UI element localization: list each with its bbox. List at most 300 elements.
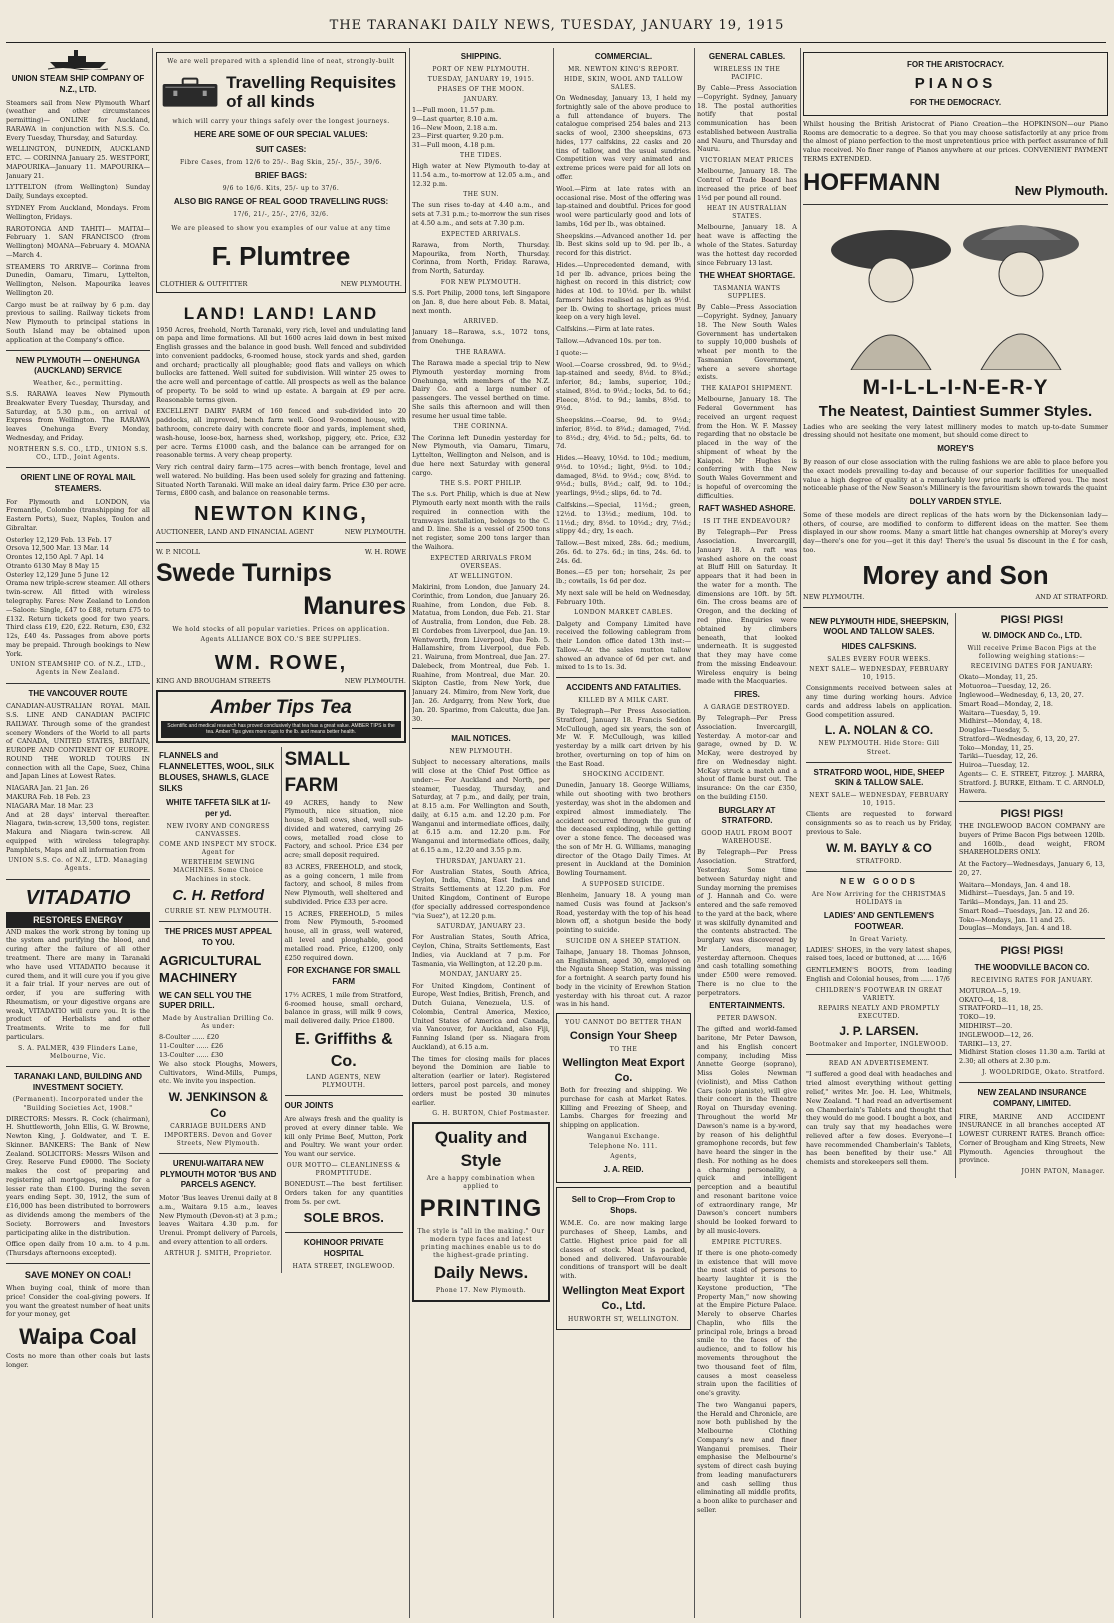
wmec-name: Wellington Meat Export Co., Ltd. [562,1284,685,1312]
amber-tips-note: Scientific and medical research has proved conclusively that tea has a great value. AMBER TIPS is the tea. Amber Tips gives more cups to the lb. and means better health. [161,721,401,739]
repairs: REPAIRS NEATLY AND PROMPTLY EXECUTED. [818,1004,940,1021]
suitcase-icon [160,68,220,116]
agri-title: AGRICULTURAL MACHINERY [159,952,262,986]
divider [806,762,952,763]
overseas-title: EXPECTED ARRIVALS FROM OVERSEAS. [430,554,532,570]
lower-ads [156,747,406,1272]
orient-body: For Plymouth and LONDON, via Fremantle, Colombo (transhipping for all Eastern Ports), Suez, Naples, Toulon and Gibraltar. [6,497,150,532]
sell-crop: Sell to Crop—From Crop to Shops. [571,1194,676,1215]
dimock-name: W. DIMOCK AND Co., LTD. [982,631,1082,641]
fires-title: FIRES. [734,690,760,700]
next-sale-stratford: NEXT SALE— WEDNESDAY, FEBRUARY 10, 1915. [809,792,949,808]
inglewood-factory: At the Factory—Wednesdays, January 6, 13, 20, 27. [959,860,1105,877]
vitadatio-logo: VITADATIO [25,886,131,909]
rowe-name: W. H. ROWE [364,547,406,556]
wmec-consign-ad [556,1013,691,1183]
larsen-name: J. P. LARSEN. [839,1024,919,1039]
agents-label: Agents, [610,1152,637,1160]
milk-cart-title: KILLED BY A MILK CART. [578,696,669,704]
exchange-title: FOR EXCHANGE FOR SMALL FARM [287,966,401,987]
market-body: Dalgety and Company Limited have received the following cablegram from their London office dated 13th inst:— Tallow.—At the sales mutton tallow showed an advance of 6d per cwt. and mixed to 1s to 1s. 3d. [556,619,691,672]
orient-agents: UNION STEAMSHIP CO. of N.Z., LTD., Agents in New Zealand. [10,661,146,677]
quotes-label: I quote:— [556,348,589,357]
woodville-row: STRATFORD—11, 18, 25. [959,1004,1043,1013]
nicoll-name: W. P. NICOLL [156,547,201,556]
union-body: Steamers sail from New Plymouth Wharf (weather and other circumstances permitting)— ONLINE for Auckland, RARAWA in conjunction with N.S.S. Co. Every Tuesday, Thursday, and Saturday. [6,98,150,142]
overseas-body: Makirini, from London, due January 24. Corinthic, from London, due January 26. Ruahine, from London, due Feb. 8. Matatua, from London, due Feb. 21. Star of Australia, from London, due Feb. 28. El Cordobes from Liverpool, due Jan. 19. Wentworth, from Liverpool, due Feb. 5. Hallamshire, from Liverpool, due Feb. 21. Wairuna, from Montreal, due Jan. 27. Dalebeck, from Montreal, due Feb. 1. Ruahine, from Montreal, due Mar. 20. Skipton Castle, from New York, due January 24. Mimiro, from New York, due Jan. 26. Ardgarry, from New York, due Jan. 20. Sparimo, from Calcutta, due Jan. 30. [412,583,550,723]
moon-row: 23—First quarter, 9.20 p.m. [412,132,504,141]
woodville-row: MIDHIRST—20. [959,1022,1013,1030]
union-title: UNION STEAM SHIP COMPANY OF N.Z., LTD. [11,74,145,94]
sheep-station-title: SUICIDE ON A SHEEP STATION. [565,937,682,945]
suicide-title: A SUPPOSED SUICIDE. [582,880,665,888]
wooldridge: J. WOOLDRIDGE, Okato. Stratford. [982,1068,1105,1076]
column-shipping-news [412,48,550,1618]
orient-row: Otranto 6130 May 8 May 15 [6,561,100,570]
morey-left: NEW PLYMOUTH. [803,592,865,601]
great-variety: In Great Variety. [849,935,909,943]
kaiapoi-title: THE KAIAPOI SHIPMENT. [701,385,793,393]
agri-row: 13-Coulter ...... £30 [159,1051,224,1059]
nz-insurance: NEW ZEALAND INSURANCE COMPANY, LIMITED. [977,1087,1087,1108]
woodville-name: THE WOODVILLE BACON CO. [974,963,1090,973]
haul-title: GOOD HAUL FROM BOOT WAREHOUSE. [701,830,793,846]
pianos-title: PIANOS [914,74,997,92]
inglewood-row: Waitara—Mondays, Jan. 4 and 18. [959,880,1071,889]
column-divider [152,48,153,1618]
coal-title: SAVE MONEY ON COAL! [24,1269,132,1280]
hides-calfskins: HIDES CALFSKINS. [841,642,917,652]
burglary-body: By Telegraph—Per Press Association. Stratford, Yesterday. Some time between Saturday night and Sunday morning the premises of J. Hannah and Co. were entered and the safe removed to the yard at the back, where it was skilfully dynamited and the contents abstracted. The burglary was discovered by Mr Landers, manager, yesterday afternoon. Cheques and cash totalling something under £500 were removed. There is no clue to the perpetrators. [697,848,797,997]
sheep-station-body: Taihape, January 18. Thomas Johnson, an Englishman, aged 30, employed on the Ngauta Sheep Station, was missing for a fortnight. A search party found his body in the vicinity of Erewhon Station yesterday with his throat cut. A razor was in his hand. [556,947,691,1009]
divider [806,871,952,872]
sole-bros: SOLE BROS. [303,1210,384,1226]
wireless-body: By Cable—Press Association—Copyright. Sydney, January 18. The postal authorities notify that postal communication has been established between Australia and Nauru, and Thursday and Nauru. [697,83,797,154]
shipping-title: SHIPPING. [460,52,502,61]
wanganui-exchange: Wanganui Exchange. [587,1132,660,1140]
union-lyttelton: LYTTELTON (from Wellington) Sunday Daily, Sundays excepted. [6,183,150,201]
hospital-title: KOHINOOR PRIVATE HOSPITAL [303,1237,384,1258]
plumtree-ad [156,52,406,293]
dimock-row: Midhirst—Monday, 4, 18. [959,717,1043,726]
column-divider [553,48,554,1618]
dolly-body: Some of these models are direct replicas of the hats worn by the Dickensonian lady—others, of course, are modified to conform to different ideas on the matter. See them displayed in our show rooms. Many a smart little hat changes ownership at Morey's every day—there's one for you—get it this day! There's the usual 5s discount in the £ for cash, too. [803,510,1108,554]
kaiapoi-body: Melbourne, January 18. The Federal Government has received an urgent request from the Hon. W. F. Massey regarding that no obstacle be placed in the way of the shipment of wheat by the Kaiapoi. Mr Hughes is conferring with the New South Wales Government and is hopeful of overcoming the difficulties. [697,395,797,500]
travel-pleased: We are pleased to show you examples of our value at any time [171,224,391,232]
joints-body: Are always fresh and the quality is proved at every dinner table. We kill only Prime Beef, Mutton, Pork and Poultry. We want your order. You want our service. [284,1115,403,1159]
morey-and-son: Morey and Son [862,559,1049,590]
travelling-rugs: ALSO BIG RANGE OF REAL GOOD TRAVELLING RUGS: [173,196,389,206]
millinery-body: Ladies who are seeking the very latest millinery modes to match up-to-date Summer dressing should not hesitate one moment, but should come direct to [803,422,1108,440]
onehunga-agents: NORTHERN S.S. CO., LTD., UNION S.S. CO., LTD., Joint Agents. [8,445,148,461]
bayly-name: W. M. BAYLY & CO [826,840,932,855]
quality-style: Quality and Style [434,1128,528,1171]
midhirst-close: Midhirst Station closes 11.30 a.m. Tariki at 2.30; all others at 2.30 p.m. [959,1048,1105,1066]
empire-title: EMPIRE PICTURES. [711,1238,783,1246]
ladies-hats-illustration [811,210,1101,370]
urenui-title: URENUI-WAITARA NEW PLYMOUTH MOTOR 'BUS AND PARCELS AGENCY. [160,1158,277,1190]
for-np-title: FOR NEW PLYMOUTH. [440,278,522,286]
union-sydney: SYDNEY From Auckland, Mondays. From Wellington, Fridays. [6,204,150,221]
retford-name: C. H. Retford [172,886,265,904]
read-ad-title: READ AN ADVERTISEMENT. [828,1060,930,1068]
entertainments-title: ENTERTAINMENTS. [709,1001,785,1011]
consign-to: TO THE [609,1046,638,1054]
prices-must: THE PRICES MUST APPEAL TO YOU. [164,927,272,947]
nk-body: On Wednesday, January 13, I held my fortnightly sale of the above produce to a full attendance of buyers. The catalogue comprised 254 bales and 213 sacks of wool, 2300 sheepskins, 673 hides, 177 calfskins, 22 casks and 20 tins of tallow, and the usual sundries. Competition was very animated and extreme prices were paid for all lots on offer. [556,94,691,181]
onehunga-title: NEW PLYMOUTH — ONEHUNGA (AUCKLAND) SERVICE [15,355,141,376]
inglewood-row: Tariki—Mondays, Jan. 11 and 25. [959,898,1069,907]
mail-body: Subject to necessary alterations, mails will close at the Chief Post Office as under:— For Auckland and North, per steamer, Tuesday, Thursday, and Saturday, at 7 p.m., and daily, per train, at 8.15 a.m. For Wellington and South, daily, at 6.15 a.m. and 12.20 p.m. For Wanganui and intermediate offices, daily, at 6.15 a.m. and 12.20 p.m. For Wanganui and intermediate offices, daily, at 6.15 a.m., 12.20 and 3.55 p.m. [412,758,550,854]
swede-agents: Agents ALLIANCE BOX CO.'S BEE SUPPLIES. [200,636,362,644]
orient-row: Osterley 12,129 June 5 June 12 [6,570,109,579]
land-title: LAND! LAND! LAND [183,303,379,323]
clients-note: Clients are requested to forward consignments so as to reach us by Friday, previous to Sale. [806,810,952,836]
woodville-row: TARIKI—13, 27. [959,1039,1012,1048]
mail-title: MAIL NOTICES. [451,734,511,744]
gents-boots: GENTLEMEN'S BOOTS, from leading English and Colonial houses, from ...... 17/6 [806,966,952,983]
agri-row: 8-Coulter ...... £20 [159,1033,219,1042]
nz-insurance-body: FIRE, MARINE AND ACCIDENT INSURANCE in all branches accepted AT LOWEST CURRENT RATES. Branch office: Corner of Brougham and King Streets, New Plymouth. Agencies throughout the province. [959,1112,1105,1165]
agri-sub: WE CAN SELL YOU THE SUPER DRILL. [159,990,252,1011]
tasmania-title: TASMANIA WANTS SUPPLIES. [713,285,781,301]
consign-cannot: YOU CANNOT DO BETTER THAN [565,1019,682,1027]
dimock-row: Tariki—Tuesday, 12, 26. [959,752,1038,761]
daily-news: Daily News. [433,1263,529,1283]
heat-body: Melbourne, January 18. A heat wave is affecting the whole of the States. Saturday was the hottest day recorded since February 13 last. [697,223,797,267]
rowe-town: NEW PLYMOUTH. [344,677,406,686]
pigs-heading: PIGS! PIGS! [1000,613,1064,626]
arrived-body: January 18—Rarawa, s.s., 1072 tons, from Onehunga. [412,328,550,346]
inglewood-row: Toko—Mondays, Jan. 11 and 25. [959,915,1065,924]
jenkinson-sub: CARRIAGE BUILDERS AND IMPORTERS. Devon and Gover Streets, New Plymouth. [164,1123,273,1147]
mail-thursday: THURSDAY, JANUARY 21. [435,857,527,865]
printing-ad [412,1122,550,1302]
divider [803,204,1108,205]
tasmania-body: By Cable—Press Association—Copyright. Sydney, January 18. The New South Wales Government has undertaken to supply 10,000 bushels of wheat per month to the Tasmanian Government, where a severe shortage exists. [697,303,797,382]
manures: Manures [303,592,406,621]
expected-body: Rarawa, from North, Thursday. Mapourika, from North, Thursday. Corinna, from North, Friday. Rarawa, from North, Saturday. [412,240,550,276]
sell-body: W.M.E. Co. are now making large purchases of Sheep, Lambs, and Cattle. Highest price paid for all classes of stock. Meat is packed, boned and delivered. Unfavourable conditions of transport will be dealt with. [560,1219,687,1281]
suit-prices: Fibre Cases, from 12/6 to 25/-. Bag Skin, 25/-, 35/-, 39/6. [179,158,382,166]
steamship-icon [48,48,108,70]
bones-quote: Bones.—£5 per ton; horsehair, 2s per lb.; cowtails, 1s 6d per doz. [556,568,691,586]
newton-town: NEW PLYMOUTH. [344,528,406,537]
next-sale-np: NEXT SALE— WEDNESDAY, FEBRUARY 10, 1915. [809,666,949,682]
dimock-agents: Agents— C. E. STREET, Fitzroy. J. MARRA, Stratford. J. BURKE, Eltham. T. C. ARNOLD, Hawera. [959,769,1105,796]
mail-monday: MONDAY, JANUARY 25. [439,971,523,979]
union-wellington: WELLINGTON, DUNEDIN, AUCKLAND ETC. — CORINNA January 25. WESTPORT, MAPOURIKA—January 11. MAPOURIKA—January 21. [6,145,150,180]
sheepskin-quote: Sheepskins.—Coarse, 9d. to 9½d.; inferior, 8½d. to 8¾d.; damaged, 7½d. to 8½d.; dry, 4½d. to 5d.; pelts, 6d. to 7d. [556,416,691,451]
mail-times-note: The times for closing mails for places beyond the Dominion are liable to alteration (earlier or later). Registered letters, parcel post parcels, and money orders must be posted 30 minutes earlier. [412,1054,550,1107]
hides-quote: Hides.—Heavy, 10½d. to 10d.; medium, 9½d. to 10½d.; light, 9½d. to 10d.; damaged, 8½d. to 9½d.; cow, 8½d. to 9½d.; bulls, 8½d.; calf, 9d. to 10d.; yearlings, 9½d.; slips, 6d. to 7d. [556,454,691,498]
divider [285,1232,404,1233]
next-sale: My next sale will be held on Wednesday, February 10th. [556,588,691,606]
consign-body: Both for freezing and shipping. We purchase for cash at Market Rates. Killing and Freezing of Sheep, and Lambs. Charges for freezing and shipping on application. [560,1085,687,1130]
postmaster: G. H. BURTON, Chief Postmaster. [432,1110,550,1118]
bonedust: BONEDUST.—The best fertiliser. Orders taken for any quantities from 5s. per cwt. [284,1180,403,1206]
dimock-row: Huiroa—Tuesday, 12. [959,761,1030,770]
onehunga-body: S.S. RARAWA leaves New Plymouth Breakwater Every Tuesday, Thursday, and Saturday, at 5.30 p.m., on arrival of Express from Wellington. The RARAWA leaves Onehunga Every Monday, Wednesday, and Friday. [6,390,150,443]
port-title: PORT OF NEW PLYMOUTH. [432,65,530,73]
moon-row: 9—Last quarter, 8.10 a.m. [412,114,498,123]
griffiths-name: E. Griffiths & Co. [294,1030,393,1070]
small-farm-listing: 83 ACRES, FREEHOLD, and stock, as a going concern, 1 mile from factory, and school, 8 miles from New Plymouth, well sheltered and subdivided. Price £33 per acre. [284,862,403,906]
pianos-ad [803,52,1108,116]
sun-title: THE SUN. [463,191,499,199]
inglewood-row: Midhirst—Tuesdays, Jan. 5 and 19. [959,889,1075,898]
tlis-title: TARANAKI LAND, BUILDING AND INVESTMENT SOCIETY. [14,1071,142,1092]
philip-title: THE S.S. PORT PHILIP. [440,480,522,488]
column-display-ads [156,48,406,1618]
rugs-prices: 17/6, 21/-, 25/-, 27/6, 32/6. [233,210,329,218]
orient-row: Osterley 12,129 Feb. 13 Feb. 17 [6,535,112,544]
philip-body: The s.s. Port Philip, which is due at New Plymouth early next month with the rails required in connection with the tramways installation, belongs to the C. and D. line. She is a vessel of 2500 tons net register, some 200 tons larger than the Waihora. [412,490,550,552]
small-farm-listing: 15 ACRES, FREEHOLD, 5 miles from New Plymouth, 5-roomed house, all in grass, well watered, all level and ploughable, good metalled road. Price, £1200, only £250 required down. [284,909,403,962]
inglewood-row: Douglas—Mondays, Jan. 4 and 18. [959,924,1072,933]
dimock-row: Inglewood—Wednesday, 6, 13, 20, 27. [959,690,1084,699]
mail-saturday-body: For Australian States, South Africa, Ceylon, China, Straits Settlements, East Indies, via Auckland at 7 p.m. For Tasmania, via Wellington, at 12.20 p.m. [412,933,550,968]
land-para: EXCELLENT DAIRY FARM of 160 fenced and sub-divided into 20 paddocks, all improved, bench farm well. Good 9-roomed house, with bathroom, concrete dairy with concrete floor and yards, implement shed, wash-house, loose-box, harness shed, workshop, piggery, etc. Price, £32 per acre. Terms £1000 cash, and the balance can be arranged for on reasonable terms. A very cheap property. [156,407,406,460]
vitadatio-slogan: RESTORES ENERGY [6,912,150,928]
divider [6,350,150,351]
tlis-body: DIRECTORS: Messrs. R. Cock (chairman), H. Shuttleworth, John Ellis, G. W. Browne, Newton King, J. Goldwater, and T. E. Skinner. BANKERS: The Bank of New Zealand. SOLICITORS: Messrs Wilson and Grey. Reserve Fund £9000. The Society makes the cost of preparing and registering all mortgages, making for a lesser rate than £100. During the seven years ending Sept. 30, 1912, the sum of £16,000 has been distributed to borrowers as dividends among the members of the Society. Borrowers and Investors participating alike in the distribution. [6,1114,150,1237]
plumtree-name: F. Plumtree [211,240,351,271]
column-shipping-ads [6,48,150,1618]
divider [412,728,550,729]
for-np-body: S.S. Port Philip, 2000 tons, left Singapore on Jan. 8, due here about Feb. 8. Matai, next month. [412,289,550,315]
corinna-body: The Corinna left Dunedin yesterday for New Plymouth, via Oamaru, Timaru, Lyttelton, Wellington and Nelson, and is due here next Saturday with general cargo. [412,433,550,477]
travel-some: HERE ARE SOME OF OUR SPECIAL VALUES: [194,130,368,140]
small-farm-title: SMALL FARM [284,749,350,796]
onehunga-sub: Weather, &c., permitting. [33,380,123,388]
divider [159,1153,278,1154]
vancouver-row: MAKURA Feb. 18 Feb. 23 [6,792,91,801]
accidents-title: ACCIDENTS AND FATALITIES. [566,683,681,693]
urenui-proprietor: ARTHUR J. SMITH, Proprietor. [164,1249,273,1257]
mail-saturday: SATURDAY, JANUARY 23. [436,923,526,931]
aristocracy: FOR THE ARISTOCRACY. [907,60,1004,69]
shocking-body: Dunedin, January 18. George Williams, while out shooting with two brothers yesterday, was shot in the abdomen and expired almost immediately. The accident occurred through the gun of the deceased exploding, while getting over a stone fence. The deceased was the son of Mr H. G. Williams, managing director of the Otago Daily Times. At present in Auckland at the Dominion Bowling Tournament. [556,781,691,878]
tides-body: High water at New Plymouth to-day at 11.54 a.m., to-morrow at 12.05 a.m., and 12.32 p.m. [412,162,550,188]
at-wellington: AT WELLINGTON. [449,572,513,580]
column-general-cables [697,48,797,1618]
divider [6,1263,150,1264]
mail-thursday-body: For Australian States, South Africa, Ceylon, India, China, East Indies and Straits Settlements at 12.20 p.m. For United Kingdom, Continent of Europe (for specially addressed correspondence "via Suez"), at 12.20 p.m. [412,867,550,920]
coal-name: Waipa Coal [19,1324,137,1350]
union-cargo: Cargo must be at railway by 6 p.m. day previous to sailing. Railway tickets from New Plymouth to principal stations in South Island may be obtained upon application at the Company's office. [6,300,150,344]
wool-report: Wool.—Firm at late rates with an occasional rise. Most of the offering was lap-stained and doubtful. Prices for good wool were particularly good and lots of lambs, 16d per lb., was obtained. [556,184,691,228]
consign-title: Consign Your Sheep [569,1030,678,1043]
skins-report: Sheepskins.—Advanced another 1d. per lb. Best skins sold up to 9d. per lb., a record for this district. [556,231,691,258]
moon-row: 1—Full moon, 11.57 p.m. [412,106,495,115]
dimock-row: Okato—Monday, 11, 25. [959,673,1038,682]
qs-body: Are a happy combination when applied to [426,1175,536,1191]
tlis-sub: (Permanent). Incorporated under the "Building Societies Act, 1908." [12,1096,144,1112]
column-divider [800,48,801,1618]
sales-every: SALES EVERY FOUR WEEKS. [827,655,931,663]
coal-foot: Costs no more than other coals but lasts longer. [6,1351,150,1369]
heat-title: HEAT IN AUSTRALIAN STATES. [706,205,788,221]
democracy: FOR THE DEMOCRACY. [909,98,1002,108]
hospital-sub: HATA STREET, INGLEWOOD. [292,1262,395,1270]
tallow-report: Tallow.—Advanced 10s. per ton. [556,336,662,345]
divider [6,683,150,684]
wanganui-phone: Telephone No. 111. [589,1142,658,1150]
vancouver-note: And at 28 days' interval thereafter. Niagara, twin-screw, 13,500 tons, register. Makura and Niagara twin-screw. All equipped with wireless telegraphy. Pamphlets, Maps and all information from [6,810,150,854]
pigs-heading: PIGS! PIGS! [1000,808,1064,821]
brief-prices: 9/6 to 16/6. Kits, 25/- up to 37/6. [222,184,340,192]
divider [156,542,406,543]
nolan-sub: NEW PLYMOUTH. Hide Store: Gill Street. [818,740,940,756]
suicide-body: Blenheim, January 18. A young man named Cusis was found at Jackson's Road, yesterday with the top of his head blown off, a shotgun beside the body pointing to suicide. [556,890,691,935]
dimock-sub: Will receive Prime Bacon Pigs at the following weighing stations:— [967,645,1097,661]
daily-news-sub: Phone 17. New Plymouth. [435,1287,527,1295]
column-divider [694,48,695,1618]
woodville-sub: RECEIVING RATES FOR JANUARY. [971,976,1093,984]
wmec-address: HURWORTH ST, WELLINGTON. [568,1315,679,1323]
stratford-wool: STRATFORD WOOL, HIDE, SHEEP SKIN & TALLOW SALE. [813,767,945,788]
travel-sub: which will carry your things safely over the longest journeys. [172,118,390,126]
victorian-body: Melbourne, January 18. The Control of Trade Board has increased the price of beef 1½d per pound all round. [697,167,797,202]
larsen-sub: Bootmaker and Importer, INGLEWOOD. [809,1041,949,1049]
dawson-title: PETER DAWSON. [716,1015,778,1023]
divider [285,1095,404,1096]
wireless-title: WIRELESS IN THE PACIFIC. [713,65,781,81]
pigs-heading: PIGS! PIGS! [1000,945,1064,958]
moon-row: 31—Full moon, 4.18 p.m. [412,141,495,150]
divider [803,607,1108,608]
vancouver-title: THE VANCOUVER ROUTE [28,688,128,698]
divider [6,1066,150,1067]
paton: JOHN PATON, Manager. [1021,1168,1105,1176]
rarawa-body: The Rarawa made a special trip to New Plymouth yesterday morning from Onehunga, with members of the N.Z. Dairy Co. and a large number of passengers. The vessel berthed on time. She sails this afternoon and will then resume her usual time table. [412,359,550,420]
shocking-title: SHOCKING ACCIDENT. [582,771,665,779]
divider [6,879,150,880]
bayly-sub: STRATFORD. [856,857,902,865]
inglewood-row: Smart Road—Tuesdays, Jan. 12 and 26. [959,906,1090,915]
market-title: LONDON MARKET CABLES. [574,609,673,617]
mail-monday-body: For United Kingdom, Continent of Europe, West Indies, British, French, and Dutch Guiana, Venezuela, U.S. of Colombia, Central America, Mexico, United States of America and Canada, via Vancouver, for Auckland, also Fiji, Fanning Island (per ss. Niagara from Auckland), at 6.15 a.m. [412,981,550,1051]
cables-title: GENERAL CABLES. [708,52,786,61]
masthead: THE TARANAKI DAILY NEWS, TUESDAY, JANUARY 19, 1915 [329,18,785,33]
empire-body: If there is one photo-comedy in existence that will move the most staid of persons to hearty laughter it is the Keystone production, "The Property Man," now showing at the Empire Picture Palace. Merely to observe Charles Chaplin, who fills the principal role, brings a broad smile to the faces of the audience, and to follow his movements throughout the two thousand feet of film, causes a most ceaseless strain upon the facilities of one's gravity. [697,1248,797,1398]
newton-king: NEWTON KING, [194,503,368,526]
joints-title: OUR JOINTS [284,1101,334,1111]
millinery-title: M-I-L-L-I-N-E-R-Y [862,376,1049,400]
sun-body: The sun rises to-day at 4.40 a.m., and sets at 7.31 p.m.; to-morrow the sun rises at 4.50 a.m., and sets at 7.30 p.m. [412,201,550,228]
reid-name: J. A. REID. [603,1165,644,1175]
moreys-label: MOREY'S [937,444,974,454]
piano-body: Whilst housing the British Aristocrat of Piano Creation—the HOPKINSON—our Piano Rooms are democratic to a degree. So that you may choose satisfactorily at any price from the almost of piano perfection to the most unpretentious price with perfect assurance of full value received. No finer range of Pianos anywhere at our prices. CONVENIENT PAYMENT TERMS EXTENDED. [803,119,1108,163]
new-goods: NEW GOODS [840,877,918,886]
printing-word: PRINTING [419,1195,543,1223]
printing-sub: The style is "all in the making." Our modern type faces and latest printing machines enable us to do the highest-grade printing. [417,1227,545,1260]
column-right-ads [803,48,1108,1618]
plumtree-town: NEW PLYMOUTH. [340,279,402,288]
garage-title: A GARAGE DESTROYED. [703,703,791,711]
tlis-office: Office open daily from 10 a.m. to 4 p.m. (Thursdays afternoons excepted). [6,1240,150,1258]
retford-sub: CURRIE ST. NEW PLYMOUTH. [164,907,272,915]
dimock-row: Smart Road—Monday, 2, 18. [959,699,1053,708]
raft-title: RAFT WASHED ASHORE. [698,504,796,514]
np-hide-title: NEW PLYMOUTH HIDE, SHEEPSKIN, WOOL AND TALLOW SALES. [809,616,949,637]
tallow-quote: Tallow.—Best mixed, 28s. 6d.; medium, 26s. 6d. to 27s. 6d.; in tins, 24s. 6d. to 24s. 6d. [556,539,691,565]
children-footwear: CHILDREN'S FOOTWEAR IN GREAT VARIETY. [815,986,943,1002]
agri-row: 11-Coulter ...... £26 [159,1042,224,1051]
dolly-varden: DOLLY VARDEN STYLE. [909,497,1002,507]
vitadatio-sign: S. A. PALMER, 439 Flinders Lane, Melbourne, Vic. [18,1044,138,1060]
ladies-shoes: LADIES' SHOES, in the very latest shapes, raised toes, laced or buttoned, at ...... 16/6 [806,945,952,963]
dimock-row: Douglas—Tuesday, 5. [959,726,1030,735]
commercial-title: COMMERCIAL. [594,52,653,61]
dimock-dates: RECEIVING DATES FOR JANUARY: [970,663,1094,671]
divider [159,921,278,922]
agri-also: We also stock Ploughs, Mowers, Cultivators, Wind-Mills, Pumps, etc. We invite you inspection. [159,1059,278,1086]
wanganui-papers: The two Wanganui papers, the Herald and Chronicle, are now both published by the Melbourne Clothing Company's new and finer Wanganui premises. Their emphasise the Melbourne's system of direct cash buying from leading manufacturers and cash selling thus eliminating all middle profits, a boon alike to purchaser and seller. [697,1400,797,1515]
rowe-address: KING AND BROUGHAM STREETS [156,677,271,686]
arrived-title: ARRIVED. [463,318,499,326]
column-divider [409,48,410,1618]
plumtree-trade: CLOTHIER & OUTFITTER [160,279,248,288]
wertheim: WERTHEIM SEWING MACHINES. Some Choice Machines in stock. [173,859,264,883]
woodville-row: TOKO—19. [959,1013,996,1022]
month-label: JANUARY. [463,96,499,104]
read-ad-body: "I suffered a good deal with headaches and tried almost everything without getting relief," writes Mr. Joe. H. Lee, Whitmels, New Zealand. "I had read an advertisement on Chamberlain's Tablets and thought that they would do me good. I bought a box, and can truly say that my headaches were relieved after a few doses. Everyone—I have recommended Chamberlain's Tablets, has been benefited by their use." All chemists and storekeepers sell them. [806,1070,952,1167]
endeavour-title: IS IT THE ENDEAVOUR? [703,518,791,526]
union-rarotonga: RAROTONGA AND TAHITI— MAITAI—February 1. SAN FRANCISCO (from Wellington) MOANA—February 4. MOANA—March 4. [6,224,150,259]
divider [959,801,1105,802]
nk-report: MR. NEWTON KING'S REPORT. [568,65,679,73]
small-farm-listing: 17½ ACRES, 1 mile from Stratford, 6-roomed house, small orchard, balance in grass, will milk 9 cows, mail delivered daily. Price £1800. [284,990,403,1026]
divider [959,1082,1105,1083]
dimock-row: Toko—Monday, 11, 25. [959,743,1034,752]
jenkinson-name: W. JENKINSON & Co [168,1090,268,1121]
right-lower-ads [803,613,1108,1179]
consign-wmec: Wellington Meat Export Co. [562,1057,685,1085]
wheat-title: THE WHEAT SHORTAGE. [698,271,796,281]
calfskins-report: Calfskins.—Firm at late rates. [556,325,655,334]
drapery-silk: WHITE TAFFETA SILK at 1/- per yd. [166,798,271,819]
wmec-sell-ad [556,1187,691,1330]
joints-motto: OUR MOTTO— CLEANLINESS & PROMPTITUDE. [286,1161,401,1178]
dimock-row: Waitara—Tuesday, 5, 19. [959,708,1041,717]
dimock-row: Stratford—Wednesday, 6, 13, 20, 27. [959,734,1080,743]
drapery-list: FLANNELS and FLANNELETTES, WOOL, SILK BLOUSES, SHAWLS, GLACE SILKS [159,751,275,793]
tides-title: THE TIDES. [460,152,502,159]
amber-tips-logo: Amber Tips Tea [210,697,352,719]
burglary-title: BURGLARY AT STRATFORD. [718,805,776,826]
vancouver-row: NIAGARA Jan. 21 Jan. 26 [6,784,89,793]
vitadatio-body: AND makes the work strong by toning up the system and purifying the blood, and curing after the failure of all other treatment. There are many in Taranaki who have used VITADATIO because it cured them, and it will cure you if you give it a fair trial. If your nerves are out of order, if you are suffering with Rheumatism, or your digestive organs are weak, VITADATIO will cure you. It is the product of Herbalists and other Treatments. Write to me for full particulars. [6,927,150,1041]
corinna-title: THE CORINNA. [453,423,509,431]
moreys-body: By reason of our close association with the ruling fashions we are able to place before you the exact models prevailing to-day and because of our superior facilities for unequalled value a high degree of quality at a remarkably low price mark is offered you. The most noticeable phase of the New Season's Millinery is the favouritism shown towards the quaint [803,457,1108,493]
hoffmann-sub: New Plymouth. [1014,182,1108,198]
divider [6,467,150,468]
orient-row: Orontes 12,150 Apl. 7 Apl. 14 [6,553,104,562]
land-para: 1950 Acres, freehold, North Taranaki, very rich, level and undulating land on papa and lime formations. All but 1600 acres laid down in best mixed English grasses and the balance in good bush. Well fenced and subdivided into convenient paddocks, 6-roomed house, stock yards and shed, garden and orchard; practically all ploughable; good flats and valleys on which bullocks are fattened. Well suited for subdivision. Will winter 25 owes to the acre well and percentage of cattle. All prospects as well as the balance of property. To be sold to wind up estate. A bargain at £9 per acre. Reasonable terms given. [156,325,406,404]
woodville-row: MOTUROA—5, 19. [959,986,1021,995]
woodville-row: OKATO—4, 18. [959,995,1009,1004]
union-arrive: STEAMERS TO ARRIVE— Corinna from Dunedin, Oamaru, Timaru, Lyttelton, Wellington, Nelson. Mapourika leaves Wellington 20. [6,262,150,297]
divider [959,938,1105,939]
divider [806,1054,952,1055]
dawson-body: The gifted and world-famed baritone, Mr Peter Dawson, and his English concert company, including Miss Annette George (soprano), Miss Goles Newman (violinist), and Miss Cathon Cars (solo pianiste), will give their concert in the Theatre Royal on Thursday evening. Throughout the world Mr Dawson's name is a by-word, by reason of his delightful gramophone records, but few have heard the singer in the flesh. For nothing as he does a charming personality, a quick and intelligent perception and a beautiful and resonant baritone voice of extraordinary range, Mr Dawson's concert numbers should be looked forward to by all music-lovers. [697,1025,797,1235]
amber-tips-ad [156,690,406,743]
consign-note: Consignments received between sales at any time during working hours. Advice cards and address labels on application. Good competition assured. [806,684,952,719]
header-rule [6,42,1106,43]
divider [556,677,691,678]
